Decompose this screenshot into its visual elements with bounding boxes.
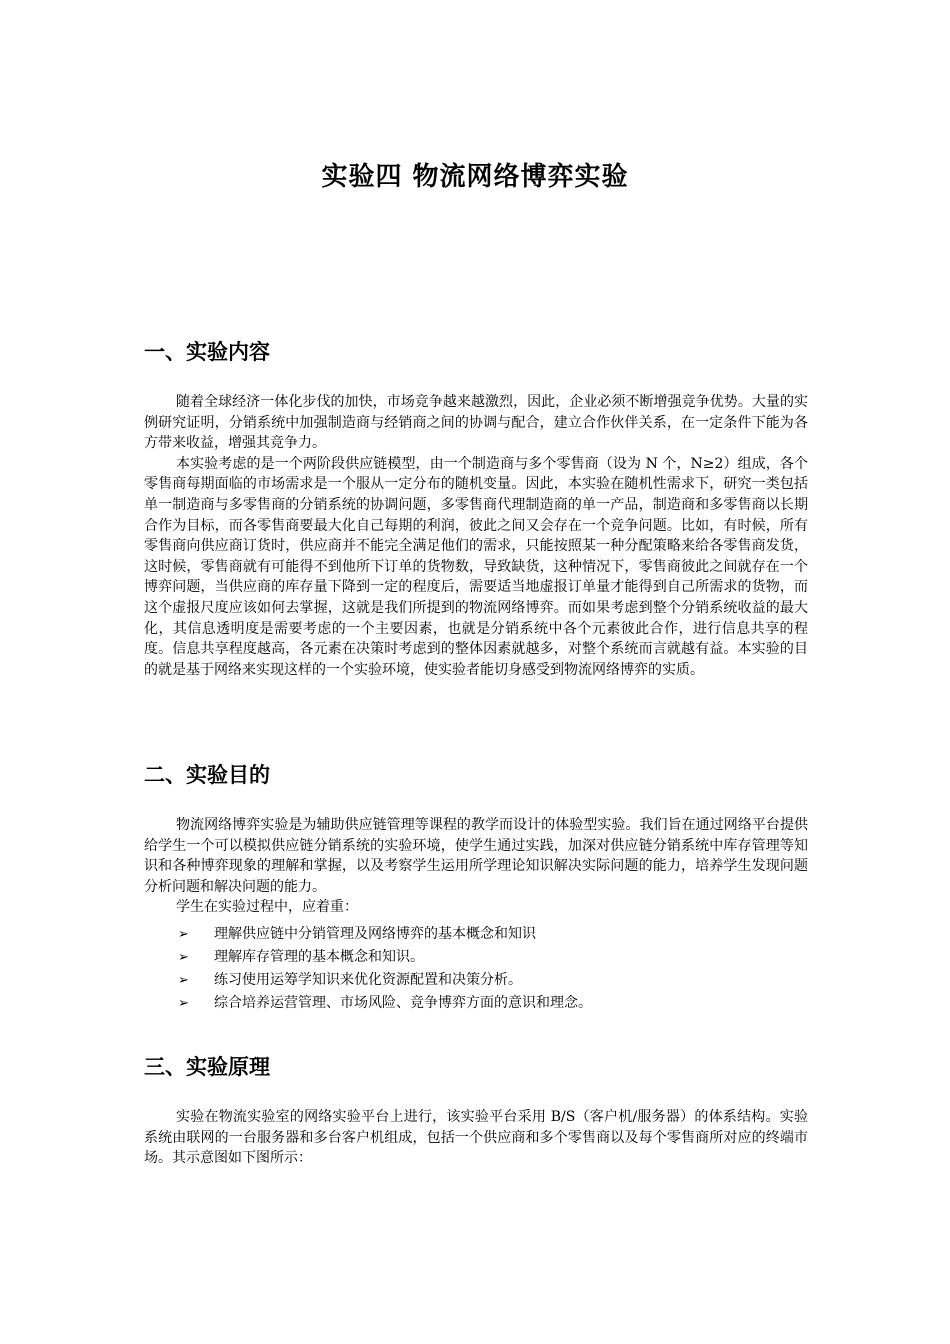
bullet-list <box>144 923 808 1015</box>
section-heading: 三、实验原理 <box>144 1055 270 1079</box>
section-content <box>144 337 808 680</box>
section-heading: 二、实验目的 <box>144 763 270 787</box>
arrow-bullet-icon: ➢ <box>178 995 189 1011</box>
paragraph: 本实验考虑的是一个两阶段供应链模型，由一个制造商与多个零售商（设为 N 个，N≥2）组成，各个零售商每期面临的市场需求是一个服从一定分布的随机变量。因此，本实验在随机性需求下，研究一类包括单一制造商与多零售商的分销系统的协调问题，多零售商代理制造商的单一产品，制造商和多零售商以长期合作为目标，而各零售商要最大化自己每期的利润，彼此之间又会存在一个竞争问题。比如，有时候，所有零售商向供应商订货时，供应商并不能完全满足他们的需求，只能按照某一种分配策略来给各零售商发货，这时候，零售商就有可能得不到他所下订单的货物数，导致缺货，这种情况下，零售商彼此之间就存在一个博弈问题，当供应商的库存量下降到一定的程度后，需要适当地虚报订单量才能得到自己所需求的货物，而这个虚报尺度应该如何去掌握，这就是我们所提到的物流网络博弈。而如果考虑到整个分销系统收益的最大化，其信息透明度是需要考虑的一个主要因素，也就是分销系统中各个元素彼此合作，进行信息共享的程度。信息共享程度越高，各元素在决策时考虑到的整体因素就越多，对整个系统而言就越有益。本实验的目的就是基于网络来实现这样的一个实验环境，使实验者能切身感受到物流网络博弈的实质。 <box>144 455 808 678</box>
arrow-bullet-icon: ➢ <box>178 972 189 988</box>
paragraph: 学生在实验过程中，应着重： <box>176 899 358 916</box>
list-item <box>144 946 808 969</box>
list-item <box>144 969 808 992</box>
paragraph: 物流网络博弈实验是为辅助供应链管理等课程的教学而设计的体验型实验。我们旨在通过网络平台提供给学生一个可以模拟供应链分销系统的实验环境，使学生通过实践，加深对供应链分销系统中库存管理等知识和各种博弈现象的理解和掌握，以及考察学生运用所学理论知识解决实际问题的能力，培养学生发现问题分析问题和解决问题的能力。 <box>144 817 808 895</box>
list-item-text: 综合培养运营管理、市场风险、竞争博弈方面的意识和理念。 <box>214 994 592 1011</box>
list-item-text: 理解库存管理的基本概念和知识。 <box>214 948 424 965</box>
paragraph: 实验在物流实验室的网络实验平台上进行，该实验平台采用 B/S（客户机/服务器）的体系结构。实验系统由联网的一台服务器和多台客户机组成，包括一个供应商和多个零售商以及每个零售商所对应的终端市场。其示意图如下图所示： <box>144 1109 808 1167</box>
section-principle <box>144 1052 808 1169</box>
document-title: 实验四 物流网络博弈实验 <box>321 162 629 192</box>
list-item-text: 理解供应链中分销管理及网络博弈的基本概念和知识 <box>214 925 536 942</box>
arrow-bullet-icon: ➢ <box>178 926 189 942</box>
paragraph: 随着全球经济一体化步伐的加快，市场竞争越来越激烈，因此，企业必须不断增强竞争优势。大量的实例研究证明，分销系统中加强制造商与经销商之间的协调与配合，建立合作伙伴关系，在一定条件下能为各方带来收益，增强其竞争力。 <box>144 394 808 452</box>
list-item <box>144 992 808 1015</box>
list-item-text: 练习使用运筹学知识来优化资源配置和决策分析。 <box>214 971 522 988</box>
arrow-bullet-icon: ➢ <box>178 949 189 965</box>
section-heading: 一、实验内容 <box>144 340 270 364</box>
list-item <box>144 923 808 946</box>
section-purpose <box>144 760 808 1015</box>
